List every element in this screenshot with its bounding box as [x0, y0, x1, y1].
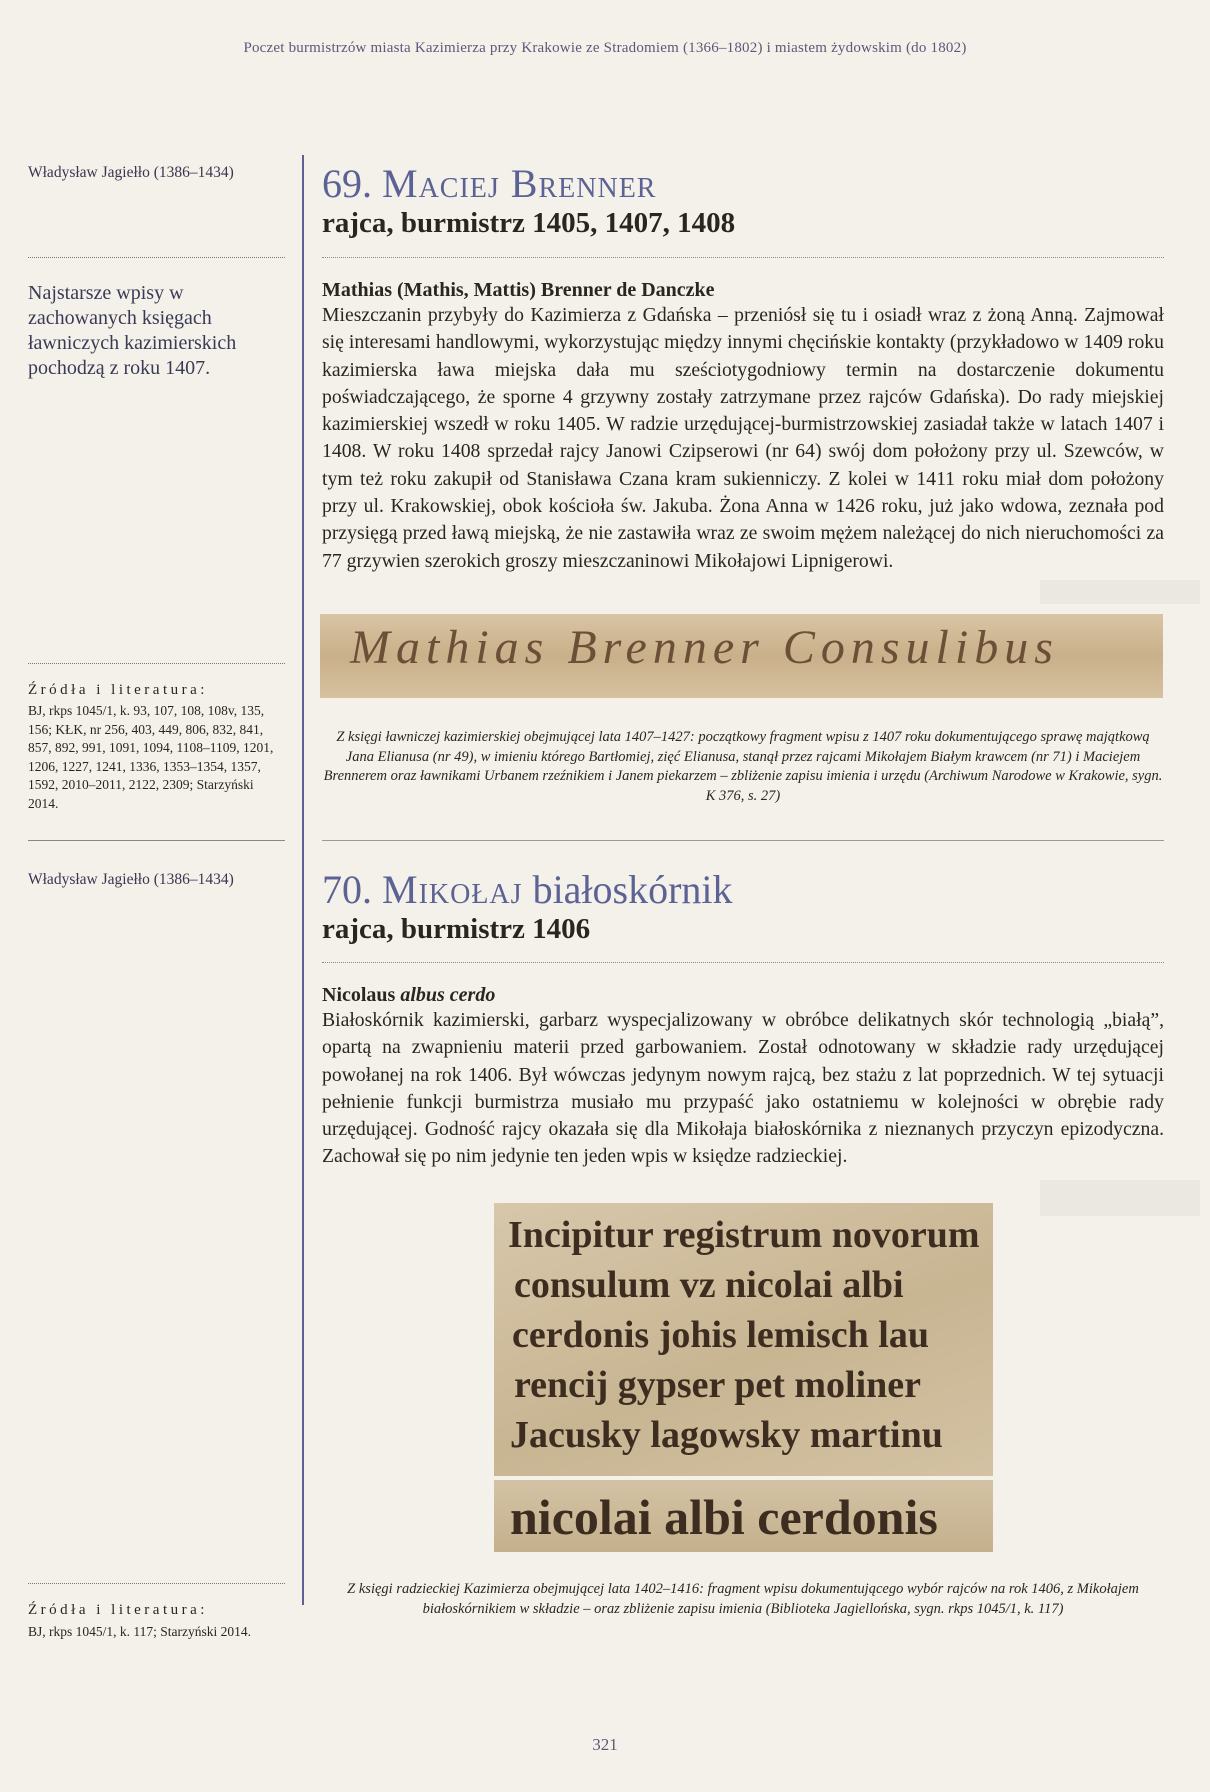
latin-name [322, 984, 1164, 1007]
manuscript-zoom-70 [494, 1480, 993, 1552]
entry-number: 70. [322, 867, 372, 912]
entry-70-heading [322, 868, 1164, 946]
entry-subtitle: rajca, burmistrz 1405, 1407, 1408 [322, 207, 736, 239]
sources-69: BJ, rkps 1045/1, k. 93, 107, 108, 108v, 135, 156; KŁK, nr 256, 403, 449, 806, 832, 841, 857, 892, 991, 1091, 1094, 1108–1109, 1201, 1206, 1227, 1241, 1336, 1353–1354, 1357, 1592, 2010–2011, 2122, 2309; Starzyński 2014. [28, 703, 274, 811]
entry-70-text [322, 984, 1164, 1171]
margin-side-note: Najstarsze wpisy w zachowanych księgach ławniczych kazimierskich pochodzą z roku 1407. [28, 282, 237, 379]
entry-subtitle: rajca, burmistrz 1406 [322, 913, 591, 945]
manuscript-line: rencij gypser pet moliner [514, 1364, 922, 1406]
entry-name: Maciej Brenner [382, 161, 657, 206]
heading-divider [322, 962, 1164, 963]
margin-reign-69: Władysław Jagiełło (1386–1434) [28, 164, 234, 181]
entry-name-rest: białoskórnik [532, 867, 733, 912]
bleed-through-shade [1040, 580, 1200, 604]
heading-divider [322, 257, 1164, 258]
latin-name: Mathias (Mathis, Mattis) Brenner de Danczke [322, 279, 715, 301]
entry-title [322, 868, 1164, 912]
entry-body: Białoskórnik kazimierski, garbarz wyspecjalizowany w obróbce delikatnych skór technologią „białą”, opartą na zwapnieniu materii przed garbowaniem. Został odnotowany w składzie rady urzędującej powołanej na rok 1406. Był wówczas jedynym nowym rajcą, bez stażu z lat poprzednich. W tej sytuacji pełnienie funkcji burmistrza musiało mu przypaść jako ostatniemu w kolejności w obrębie rady urzędującej. Godność rajcy okazała się dla Mikołaja białoskórnika z nieznanych przyczyn epizodyczna. Zachował się po nim jedynie ten jeden wpis w księdze radzieckiej. [322, 1009, 1164, 1168]
entry-separator [322, 840, 1164, 841]
manuscript-line: Jacusky lagowsky martinu [510, 1414, 943, 1456]
caption-70: Z księgi radzieckiej Kazimierza obejmującej lata 1402–1416: fragment wpisu dokumentującego wybór rajców na rok 1406, z Mikołajem białoskórnikiem w składzie – oraz zbliżenie zapisu imienia (Biblioteka Jagiellońska, sygn. rkps 1045/1, k. 117) [347, 1581, 1139, 1617]
margin-rule [28, 840, 285, 841]
caption-69: Z księgi ławniczej kazimierskiej obejmującej lata 1407–1427: początkowy fragment wpisu z 1407 roku dokumentującego sprawę majątkową Jana Elianusa (nr 49), w imieniu którego Bartłomiej, zięć Elianusa, stanął przez rajcami Mikołajem Białym krawcem (nr 71) i Maciejem Brennerem oraz ławnikami Urbanem rzeźnikiem i Janem piekarzem – zbliżenie zapisu imienia i urzędu (Archiwum Narodowe w Krakowie, sygn. K 376, s. 27) [323, 729, 1163, 804]
page-number: 321 [592, 1735, 618, 1754]
margin-divider [28, 1583, 285, 1584]
sources-70: BJ, rkps 1045/1, k. 117; Starzyński 2014. [28, 1624, 252, 1639]
bleed-through-shade [1040, 1180, 1200, 1216]
entry-69-text [322, 279, 1164, 575]
column-rule [302, 155, 304, 1605]
manuscript-script: Mathias Brenner Consulibus [350, 621, 1059, 674]
latin-name-plain: Nicolaus [322, 984, 396, 1006]
margin-divider [28, 257, 285, 258]
entry-number: 69. [322, 161, 372, 206]
manuscript-image-70 [494, 1203, 993, 1476]
manuscript-zoom-text: nicolai albi cerdonis [510, 1489, 938, 1545]
margin-divider [28, 663, 285, 664]
running-head: Poczet burmistrzów miasta Kazimierza przy Krakowie ze Stradomiem (1366–1802) i miastem żydowskim (do 1802) [243, 40, 967, 56]
latin-name-italic: albus cerdo [400, 984, 496, 1006]
entry-name: Mikołaj [382, 867, 523, 912]
manuscript-line: cerdonis johis lemisch lau [512, 1314, 929, 1356]
sources-title-70: Źródła i literatura: [28, 1602, 208, 1618]
sources-title-69: Źródła i literatura: [28, 682, 208, 698]
manuscript-image-69 [320, 614, 1163, 698]
entry-body: Mieszczanin przybyły do Kazimierza z Gdańska – przeniósł się tu i osiadł wraz z żoną Anną. Zajmował się interesami handlowymi, wykorzystując między innymi chęcińskie kontakty (przykładowo w 1409 roku kazimierska ława miejska dała mu sześciotygodniowy termin na dostarczenie dokumentu poświadczającego, że sporne 4 grzywny zostały zatrzymane przez rajców Gdańska). Do rady miejskiej kazimierskiej wszedł w roku 1405. W radzie urzędującej-burmistrzowskiej zasiadał także w latach 1407 i 1408. W roku 1408 sprzedał rajcy Janowi Czipserowi (nr 64) swój dom położony przy ul. Szewców, w tym też roku zakupił od Stanisława Czana kram sukienniczy. Z kolei w 1411 roku miał dom położony przy ul. Krakowskiej, obok kościoła św. Jakuba. Żona Anna w 1426 roku, już jako wdowa, zeznała pod przysięgą przed ławą miejską, że nie zastawiła wraz ze swoim mężem należącej do nich nieruchomości za 77 grzywien szerokich groszy mieszczaninowi Mikołajowi Lipnigerowi. [322, 304, 1164, 572]
entry-title [322, 162, 1164, 206]
entry-69-heading [322, 162, 1164, 240]
margin-reign-70: Władysław Jagiełło (1386–1434) [28, 871, 234, 888]
manuscript-line: consulum vz nicolai albi [514, 1264, 904, 1306]
manuscript-line: Incipitur registrum novorum [508, 1214, 980, 1256]
